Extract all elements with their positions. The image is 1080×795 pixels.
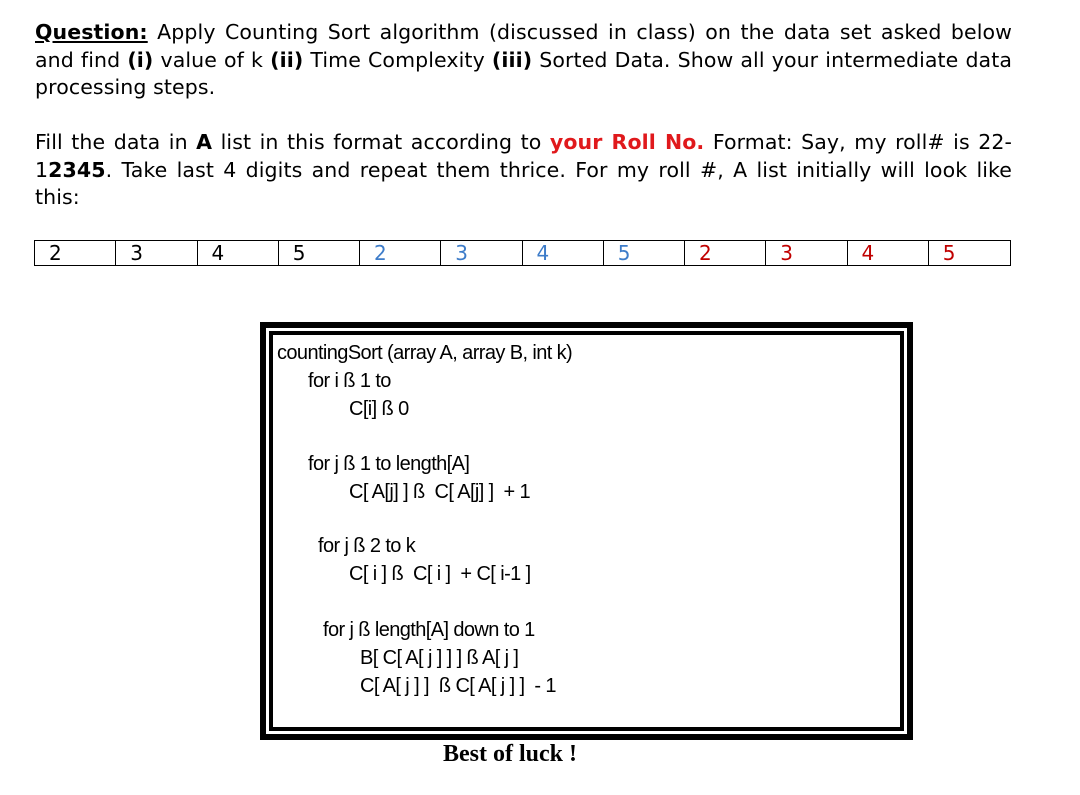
code-line: C[i] ß 0 — [349, 398, 409, 420]
array-cell: 5 — [604, 241, 685, 266]
question-text-2: value of k — [153, 47, 271, 72]
question-text-4: Sorted Data. Show all your intermediate data processing steps. — [35, 47, 1013, 99]
code-line: for i ß 1 to — [308, 370, 391, 392]
array-cell: 5 — [279, 241, 360, 266]
best-of-luck-text: Best of luck ! — [443, 741, 577, 767]
array-cell: 3 — [766, 241, 847, 266]
array-cell: 2 — [685, 241, 766, 266]
instruction-roll-highlight: your Roll No. — [549, 130, 705, 154]
question-heading: Question: — [35, 20, 148, 44]
code-line: C[ i ] ß C[ i ] + C[ i-1 ] — [349, 563, 531, 585]
code-line: countingSort (array A, array B, int k) — [277, 342, 573, 364]
instruction-list-name: A — [196, 130, 213, 154]
instruction-roll-bold: 2345 — [48, 157, 106, 182]
instruction-text-1: Fill the data in — [35, 130, 197, 154]
array-cell: 5 — [942, 241, 956, 265]
code-line: for j ß 1 to length[A] — [308, 453, 470, 475]
code-line: B[ C[ A[ j ] ] ] ß A[ j ] — [360, 647, 519, 669]
question-part-iii: (iii) — [491, 47, 533, 72]
question-text-1: Apply Counting Sort algorithm (discussed in class) on the data set asked below and find — [35, 20, 1012, 72]
question-part-i: (i) — [127, 47, 154, 72]
instruction-text-3: Format: Say, my roll# is 22-1 — [35, 130, 1012, 182]
code-line: for j ß length[A] down to 1 — [323, 619, 535, 641]
instruction-paragraph — [35, 129, 1012, 212]
array-cell: 4 — [198, 241, 279, 266]
array-cell: 4 — [848, 241, 929, 266]
pseudocode-body — [269, 331, 904, 731]
pseudocode-frame — [266, 328, 907, 734]
array-cell: 4 — [523, 241, 604, 266]
code-line: C[ A[j] ] ß C[ A[j] ] + 1 — [349, 481, 531, 503]
instruction-text-4: . Take last 4 digits and repeat them thrice. For my roll #, A list initially will look like this: — [35, 157, 1012, 209]
array-cell: 3 — [116, 241, 197, 266]
question-part-ii: (ii) — [270, 47, 304, 72]
question-text-3: Time Complexity — [303, 47, 492, 72]
array-cell: 2 — [360, 241, 441, 266]
instruction-text-2: list in this format according to — [212, 130, 550, 154]
array-cell: 3 — [441, 241, 522, 266]
array-cell: 2 — [35, 241, 116, 266]
array-a-table — [34, 240, 1011, 266]
code-line: for j ß 2 to k — [318, 535, 416, 557]
pseudocode-box — [260, 322, 913, 740]
question-paragraph — [35, 19, 1012, 102]
code-line: C[ A[ j ] ] ß C[ A[ j ] ] - 1 — [360, 675, 556, 697]
